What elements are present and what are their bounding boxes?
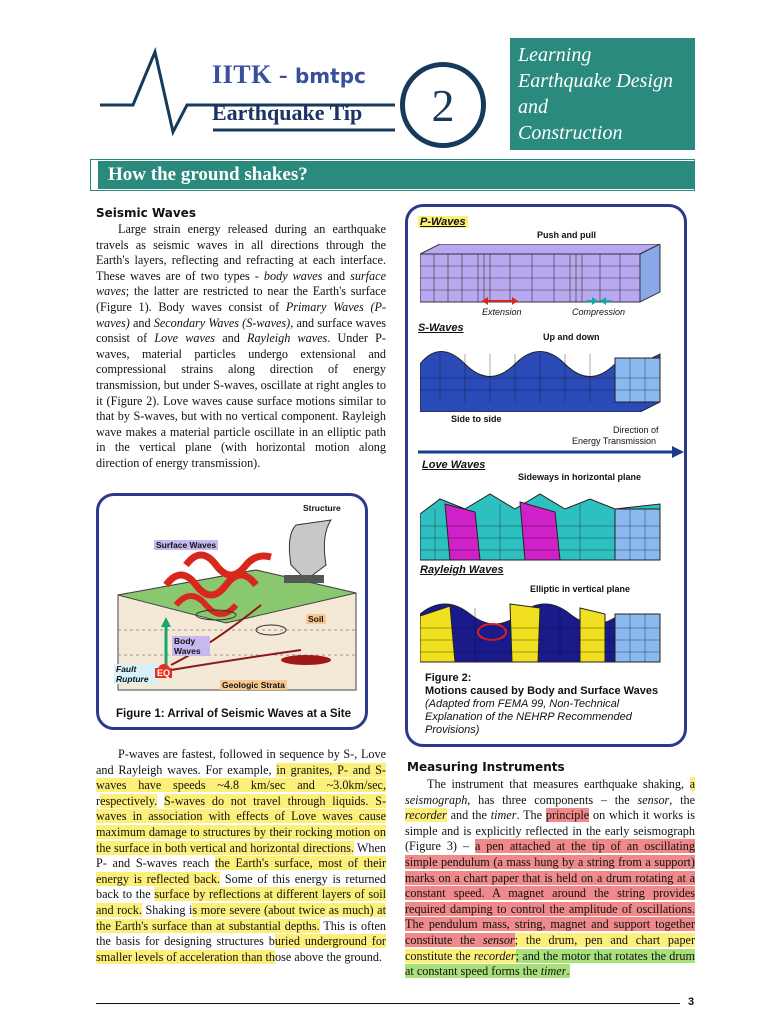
p-wave-block <box>420 244 680 304</box>
text-run: and <box>322 268 351 283</box>
text-run: . The <box>516 808 546 823</box>
fig2-label-s-waves: S-Waves <box>418 322 464 334</box>
fig2-label-compression: Compression <box>572 307 626 317</box>
text-run: This is often the basis for designing structures b <box>96 918 386 949</box>
fig2-label-rayleigh-waves: Rayleigh Waves <box>420 564 504 576</box>
text-run: Secondary Waves (S-waves) <box>153 315 291 330</box>
fig2-label-side-to-side: Side to side <box>451 414 502 424</box>
text-run: Shaking i <box>141 902 193 917</box>
text-run: principle <box>545 808 590 823</box>
text-run: ; and the motor that rotates the drum at constant speed forms the <box>405 948 695 979</box>
text-run: Rayleigh waves <box>247 331 328 346</box>
figure-2-caption <box>425 672 675 737</box>
text-run: on which it works is simple and is explicitly reflected in the early seismograph (Figure 3) – <box>405 808 695 854</box>
text-run: surface by reflections at different layers of soil and rock. <box>96 887 386 917</box>
text-run: and <box>129 315 154 330</box>
text-run: in granites, P- and S-waves have speeds ~4.8 km/sec and ~3.0km/sec, <box>96 762 386 793</box>
series-logo: IITK - bmtpc <box>212 60 366 89</box>
fig2-label-p-waves: P-Waves <box>420 216 466 228</box>
text-run: timer <box>540 964 567 979</box>
paragraph-measuring-instruments <box>405 777 695 980</box>
love-wave-block <box>420 484 680 564</box>
text-run: ; the drum, pen and chart paper constitute the <box>405 932 695 963</box>
fig1-label-fault-rupture: Fault Rupture <box>114 664 158 684</box>
text-run: Large strain energy released during an earthquake travels as seismic waves in all directions through the Earth's layers, reflecting and refracting at each interface. These waves are of two types - <box>96 222 386 283</box>
text-run: seismograph <box>405 792 468 807</box>
text-run: a <box>689 777 695 791</box>
fig1-label-surface-waves: Surface Waves <box>156 540 217 550</box>
text-run <box>157 794 164 808</box>
text-run: espectively. <box>100 793 158 808</box>
fig2-label-up-down: Up and down <box>543 332 600 342</box>
text-run: timer <box>490 808 517 823</box>
text-run: and the <box>446 808 491 823</box>
fig2-label-push-pull: Push and pull <box>537 230 597 240</box>
s-wave-block <box>420 344 680 412</box>
text-run: , the <box>669 792 696 807</box>
fig2-label-love-waves: Love Waves <box>422 459 486 471</box>
fig2-label-direction-2: Energy Transmission <box>572 436 657 446</box>
text-run: and <box>215 331 247 346</box>
text-run: When P- and S-waves reach <box>96 840 386 871</box>
energy-direction-arrow-icon <box>418 446 684 458</box>
text-run: , has three components – the <box>467 792 638 807</box>
text-run: r <box>96 793 101 808</box>
series-title-box: Learning Earthquake Design and Construction <box>510 38 695 150</box>
fig2-label-rayleigh-desc: Elliptic in vertical plane <box>530 584 631 594</box>
text-run: . Under P-waves, material particles undergo extensional and compressional strains along direction of energy transmission, but under S-waves, oscillate at right angles to it (Figure 2). Love waves cause surface motions similar to that by S-waves, but with no vertical component. Rayleigh wave makes a material particle oscillate in an elliptic path in the vertical plane (with horizontal motion along direction of energy transmission). <box>96 331 386 470</box>
paragraph-wave-speeds <box>96 747 386 965</box>
section-heading-measuring-instruments: Measuring Instruments <box>407 760 565 774</box>
text-run: recorder <box>405 808 447 823</box>
fig2-caption-bold: Motions caused by Body and Surface Waves <box>425 685 659 697</box>
text-run: sensor <box>482 932 515 947</box>
text-run: ; the latter are restricted to near the Earth's surface (Figure 1). Body waves consist of <box>96 284 386 314</box>
text-run: . <box>566 964 570 979</box>
fig2-caption-source: (Adapted from FEMA 99, Non-Technical Explanation of the NEHRP Recommended Provisions) <box>425 698 632 736</box>
fig1-label-eq: EQ <box>157 668 171 678</box>
section-heading-seismic-waves: Seismic Waves <box>96 206 196 220</box>
text-run: sensor <box>637 792 670 807</box>
rayleigh-wave-block <box>420 594 680 664</box>
text-run: , and surface waves consist of <box>96 315 386 346</box>
text-run: uried underground for smaller levels of acceleration than th <box>96 934 386 964</box>
paragraph-seismic-waves <box>96 222 386 472</box>
text-run: ose above the ground. <box>275 949 382 964</box>
extension-arrow-icon <box>482 296 518 306</box>
text-run: The instrument that measures earthquake shaking, <box>427 777 690 791</box>
text-run: surface waves <box>96 268 386 299</box>
text-run: P-waves are fastest, followed in sequence by S-, Love and Rayleigh waves. For example, <box>96 747 386 777</box>
fig1-label-structure: Structure <box>303 503 341 513</box>
tip-label: Earthquake Tip <box>212 100 363 125</box>
page-number: 3 <box>688 996 695 1008</box>
fig2-label-love-desc: Sideways in horizontal plane <box>518 472 642 482</box>
page-title: How the ground shakes? <box>94 161 695 189</box>
text-run: Some of this energy is returned back to the <box>96 871 386 902</box>
compression-arrow-icon <box>584 296 614 306</box>
tip-number: 2 <box>400 62 486 148</box>
text-run: S-waves do not travel through liquids. S-waves in association with effects of Love waves cause maximum damage to structures by their rocking motion on the surface in both vertical and horizontal directions. <box>96 793 387 855</box>
text-run: recorder <box>473 948 516 963</box>
fig2-caption-title: Figure 2: <box>425 672 472 684</box>
figure-1-caption: Figure 1: Arrival of Seismic Waves at a Site <box>116 708 351 720</box>
fig1-label-geologic-strata: Geologic Strata <box>222 680 285 690</box>
fig2-label-extension: Extension <box>482 307 522 317</box>
fig1-label-body-waves: Body Waves <box>172 636 210 656</box>
text-run: a pen attached at the tip of an oscillating simple pendulum (a mass hung by a string from a support) marks on a chart paper that is held on a drum rotating at a constant speed. A magnet around the string provides required damping to control the amplitude of oscillations. The pendulum mass, string, magnet and support together constitute the <box>405 839 695 947</box>
text-run: body waves <box>263 268 323 283</box>
text-run: the Earth's surface, most of their energy is reflected back. <box>96 856 387 886</box>
fig1-label-soil: Soil <box>308 614 324 624</box>
footer-rule <box>96 1003 680 1004</box>
text-run: Love waves <box>154 331 216 346</box>
text-run: Primary Waves (P-waves) <box>96 299 387 330</box>
fig2-label-direction-1: Direction of <box>613 425 659 435</box>
text-run: s more severe (about twice as much) at the Earth's surface than at substantial depths. <box>96 902 386 933</box>
